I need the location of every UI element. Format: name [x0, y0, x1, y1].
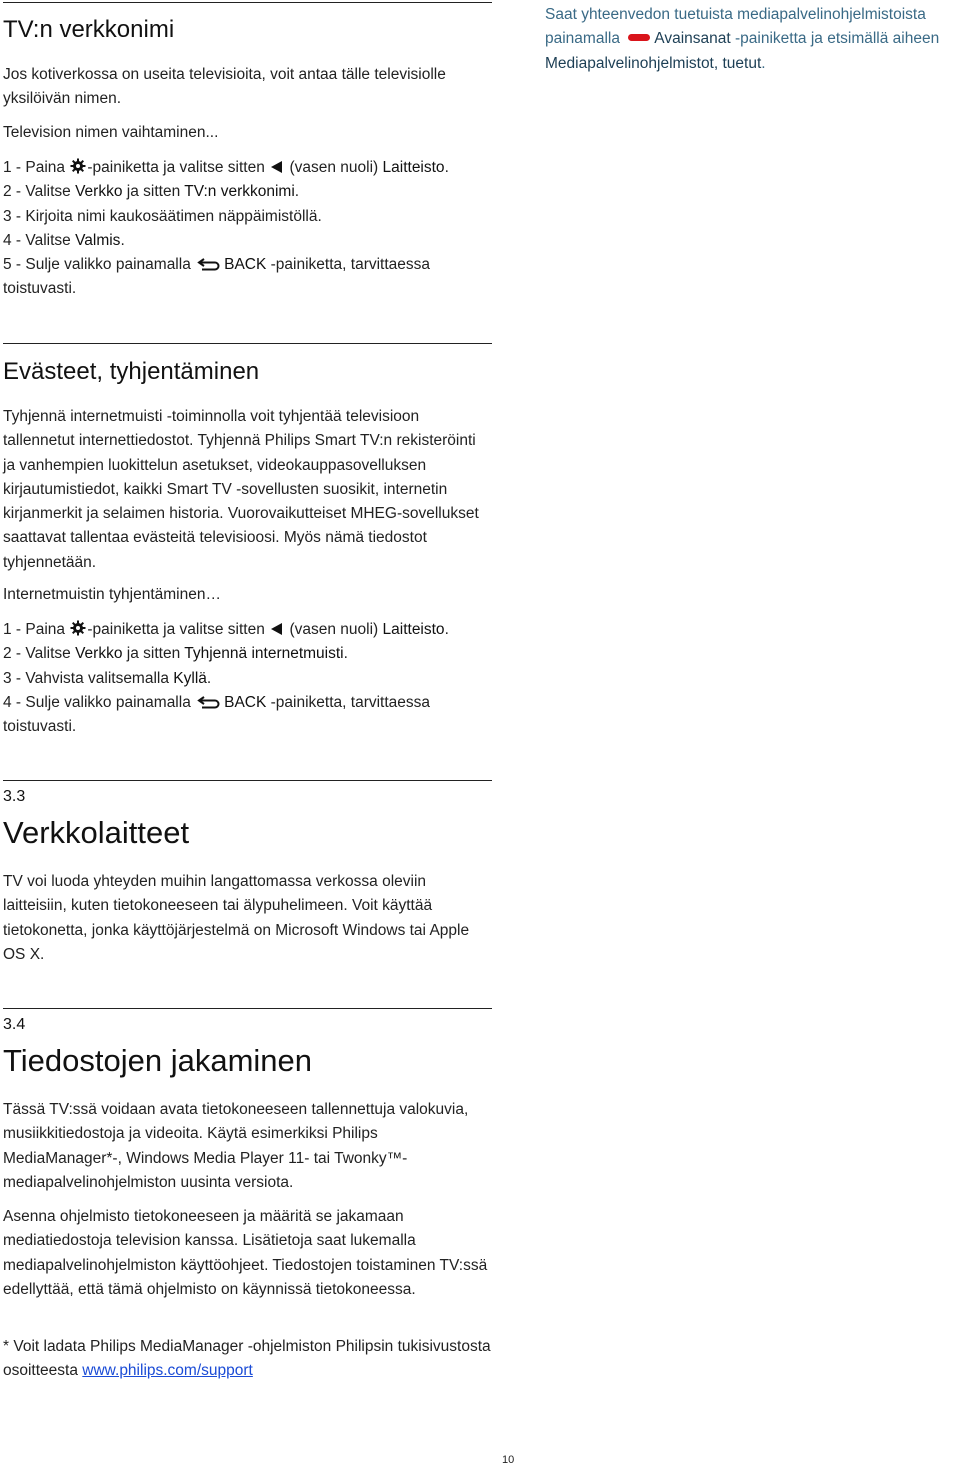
section-title-network-devices: Verkkolaitteet	[3, 815, 190, 850]
section-title-file-sharing: Tiedostojen jakaminen	[3, 1043, 313, 1078]
section-number: 3.4	[3, 1016, 26, 1033]
file-sharing-footnote: * Voit ladata Philips MediaManager -ohjelmiston Philipsin tukisivustosta osoitteesta www.philips.com/support	[3, 1338, 491, 1380]
section-rule	[3, 343, 492, 344]
red-color-key-icon	[628, 34, 650, 41]
section-title-tv-name: TV:n verkkonimi	[3, 16, 175, 43]
step-2: 2 - Valitse Verkko ja sitten Tyhjennä internetmuisti.	[3, 645, 348, 663]
step-5: 5 - Sulje valikko painamalla BACK -painiketta, tarvittaessa toistuvasti.	[3, 256, 431, 298]
file-sharing-body-1: Tässä TV:ssä voidaan avata tietokoneeseen tallennettuja valokuvia, musiikkitiedostoja ja videoita. Käytä esimerkiksi Philips MediaManager*-, Windows Media Player 11- tai Twonky™-mediapalvelinohjelmiston uusinta versiota.	[3, 1101, 469, 1191]
cookies-subtitle: Internetmuistin tyhjentäminen…	[3, 586, 221, 603]
network-devices-body: TV voi luoda yhteyden muihin langattomassa verkossa oleviin laitteisiin, kuten tietokoneeseen tai älypuhelimeen. Voit käyttää tietokonetta, jonka käyttöjärjestelmä on Microsoft Windows tai Apple OS X.	[3, 873, 470, 963]
back-icon	[197, 257, 221, 271]
back-icon	[197, 695, 221, 709]
step-3: 3 - Kirjoita nimi kaukosäätimen näppäimistöllä.	[3, 207, 322, 225]
section-rule	[3, 1008, 492, 1009]
step-1: 1 - Paina -painiketta ja valitse sitten (vasen nuoli) Laitteisto.	[3, 159, 449, 176]
settings-gear-icon	[70, 620, 86, 636]
step-1: 1 - Paina -painiketta ja valitse sitten (vasen nuoli) Laitteisto.	[3, 621, 449, 638]
philips-support-link[interactable]: www.philips.com/support	[82, 1362, 253, 1380]
step-4: 4 - Valitse Valmis.	[3, 231, 125, 249]
tv-name-intro: Jos kotiverkossa on useita televisioita, voit antaa tälle televisiolle yksilöivän nimen.	[3, 66, 446, 108]
settings-gear-icon	[70, 158, 86, 174]
step-2: 2 - Valitse Verkko ja sitten TV:n verkkonimi.	[3, 183, 300, 201]
tv-name-subtitle: Television nimen vaihtaminen...	[3, 124, 219, 141]
left-arrow-icon	[271, 161, 282, 173]
media-server-summary: Saat yhteenvedon tuetuista mediapalvelinohjelmistoista painamalla Avainsanat -painiketta ja etsimällä aiheen Mediapalvelinohjelmistot, tuetut.	[545, 6, 940, 72]
left-arrow-icon	[271, 623, 282, 635]
section-rule	[3, 2, 492, 3]
step-3: 3 - Vahvista valitsemalla Kyllä.	[3, 669, 212, 687]
section-number: 3.3	[3, 788, 26, 805]
cookies-body: Tyhjennä internetmuisti -toiminnolla voit tyhjentää televisioon tallennetut internettiedostot. Tyhjennä Philips Smart TV:n rekisteröinti ja vanhempien luokittelun asetukset, videokauppasovelluksen kirjautumistiedot, kaikki Smart TV -sovellusten suosikit, internetin kirjanmerkit ja selaimen historia. Vuorovaikutteiset MHEG-sovellukset saattavat tallentaa evästeitä televisioosi. Myös nämä tiedostot tyhjennetään.	[3, 408, 479, 571]
section-rule	[3, 780, 492, 781]
file-sharing-body-2: Asenna ohjelmisto tietokoneeseen ja määritä se jakamaan mediatiedostoja television kanssa. Lisätietoja saat lukemalla mediapalvelinohjelmiston käyttöohjeet. Tiedostojen toistaminen TV:ssä edellyttää, että tämä ohjelmisto on käynnissä tietokoneessa.	[3, 1208, 488, 1298]
step-4: 4 - Sulje valikko painamalla BACK -painiketta, tarvittaessa toistuvasti.	[3, 693, 431, 736]
section-title-cookies: Evästeet, tyhjentäminen	[3, 358, 260, 385]
tv-name-steps	[3, 156, 492, 302]
page-number: 10	[502, 1454, 515, 1466]
cookies-steps	[3, 618, 492, 739]
